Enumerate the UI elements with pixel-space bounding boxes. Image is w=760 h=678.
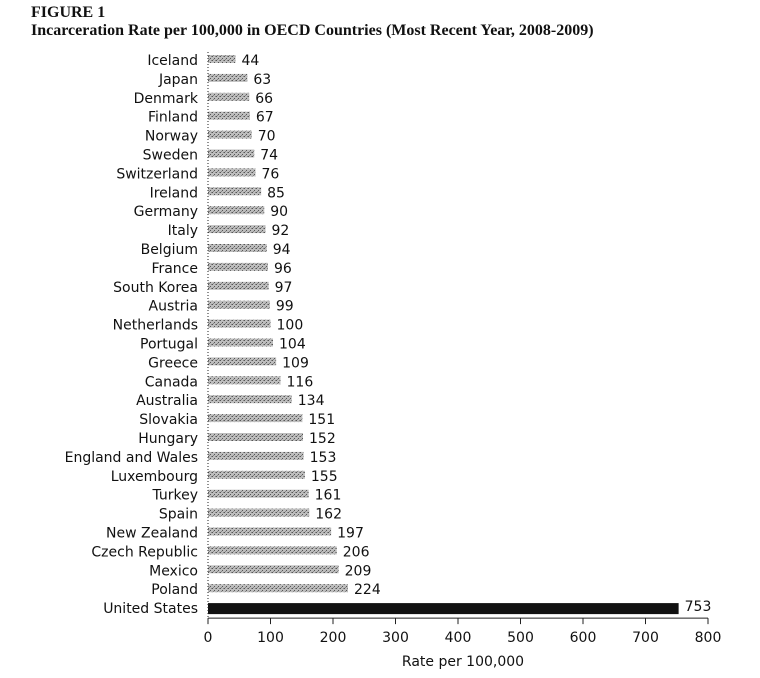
value-label: 90	[270, 204, 289, 221]
category-label: Denmark	[133, 90, 198, 107]
bar	[208, 490, 309, 498]
category-label: Canada	[144, 374, 198, 391]
value-label: 63	[253, 71, 272, 88]
bar	[208, 74, 247, 82]
category-label: Norway	[144, 128, 198, 145]
value-label: 85	[267, 185, 285, 202]
value-label: 197	[337, 525, 364, 542]
value-label: 134	[297, 393, 325, 410]
value-label: 96	[274, 260, 292, 277]
bar	[208, 282, 269, 290]
x-tick-label: 700	[632, 630, 659, 647]
x-axis-title: Rate per 100,000	[401, 654, 525, 671]
bar	[208, 471, 305, 479]
x-tick-label: 600	[569, 630, 597, 647]
value-label: 753	[684, 599, 712, 616]
bar	[208, 55, 236, 63]
category-label: Austria	[148, 298, 198, 315]
category-label: Czech Republic	[91, 544, 198, 561]
chart-title: Incarceration Rate per 100,000 in OECD Countries (Most Recent Year, 2008-2009)	[31, 22, 594, 39]
x-tick-label: 800	[694, 630, 722, 647]
value-label: 161	[314, 487, 342, 504]
bar	[208, 528, 331, 536]
bar	[208, 357, 276, 365]
category-label: United States	[103, 601, 198, 618]
value-label: 74	[260, 147, 279, 164]
bar	[208, 584, 348, 592]
value-label: 97	[274, 279, 293, 296]
bar	[208, 168, 256, 176]
category-label: Australia	[136, 393, 198, 410]
bar	[208, 546, 337, 554]
bar	[208, 509, 309, 517]
value-label: 67	[255, 109, 274, 126]
value-label: 44	[241, 53, 260, 69]
value-label: 206	[342, 544, 370, 561]
value-label: 70	[257, 128, 276, 145]
category-label: Poland	[151, 582, 198, 599]
category-label: New Zealand	[106, 525, 198, 542]
bar	[208, 206, 264, 214]
value-label: 76	[261, 166, 280, 183]
x-tick-label: 0	[203, 630, 213, 647]
bar	[208, 112, 250, 120]
value-label: 104	[279, 336, 306, 353]
category-label: Spain	[158, 506, 198, 523]
bar	[208, 150, 254, 158]
bar	[208, 565, 339, 573]
value-label: 152	[309, 431, 336, 447]
bar	[208, 225, 266, 233]
category-label: Italy	[167, 223, 198, 240]
bar	[208, 433, 303, 441]
value-label: 151	[308, 412, 336, 429]
x-tick-label: 300	[382, 630, 409, 647]
category-label: Iceland	[147, 53, 198, 69]
category-label: Switzerland	[116, 166, 198, 183]
category-label: France	[151, 260, 198, 277]
value-label: 153	[309, 449, 337, 466]
value-label: 66	[255, 90, 274, 107]
category-label: Netherlands	[112, 317, 198, 334]
x-tick-label: 100	[257, 630, 284, 647]
category-label: Slovakia	[139, 412, 198, 429]
category-label: Portugal	[140, 336, 198, 353]
category-label: Hungary	[138, 431, 198, 447]
category-label: England and Wales	[64, 449, 198, 466]
category-label: Germany	[133, 204, 198, 221]
value-label: 155	[310, 468, 338, 485]
value-label: 209	[344, 563, 372, 580]
bar	[208, 244, 267, 252]
category-label: Luxembourg	[110, 468, 198, 485]
category-label: South Korea	[113, 279, 198, 296]
x-tick-label: 200	[319, 630, 347, 647]
value-label: 224	[354, 582, 381, 599]
figure-label: FIGURE 1	[31, 4, 106, 21]
bar	[208, 263, 268, 271]
category-label: Turkey	[152, 487, 198, 504]
bar	[208, 603, 679, 614]
bar	[208, 339, 273, 347]
value-label: 109	[282, 355, 309, 372]
value-label: 94	[272, 242, 291, 258]
x-tick-label: 400	[444, 630, 472, 647]
category-label: Ireland	[149, 185, 198, 202]
bar	[208, 131, 252, 139]
bar	[208, 452, 304, 460]
category-label: Finland	[147, 109, 198, 126]
x-tick-label: 500	[507, 630, 534, 647]
value-label: 162	[315, 506, 342, 523]
category-label: Belgium	[140, 242, 198, 258]
category-label: Sweden	[142, 147, 198, 164]
value-label: 99	[275, 298, 294, 315]
category-label: Greece	[148, 355, 198, 372]
value-label: 92	[271, 223, 290, 240]
bar	[208, 376, 281, 384]
value-label: 100	[276, 317, 304, 334]
bar	[208, 301, 270, 309]
bar	[208, 93, 249, 101]
bar	[208, 395, 292, 403]
bar	[208, 187, 261, 195]
bar	[208, 414, 302, 422]
bars-group	[65, 53, 712, 617]
value-label: 116	[286, 374, 314, 391]
category-label: Japan	[158, 71, 198, 88]
category-label: Mexico	[149, 563, 198, 580]
bar	[208, 320, 271, 328]
